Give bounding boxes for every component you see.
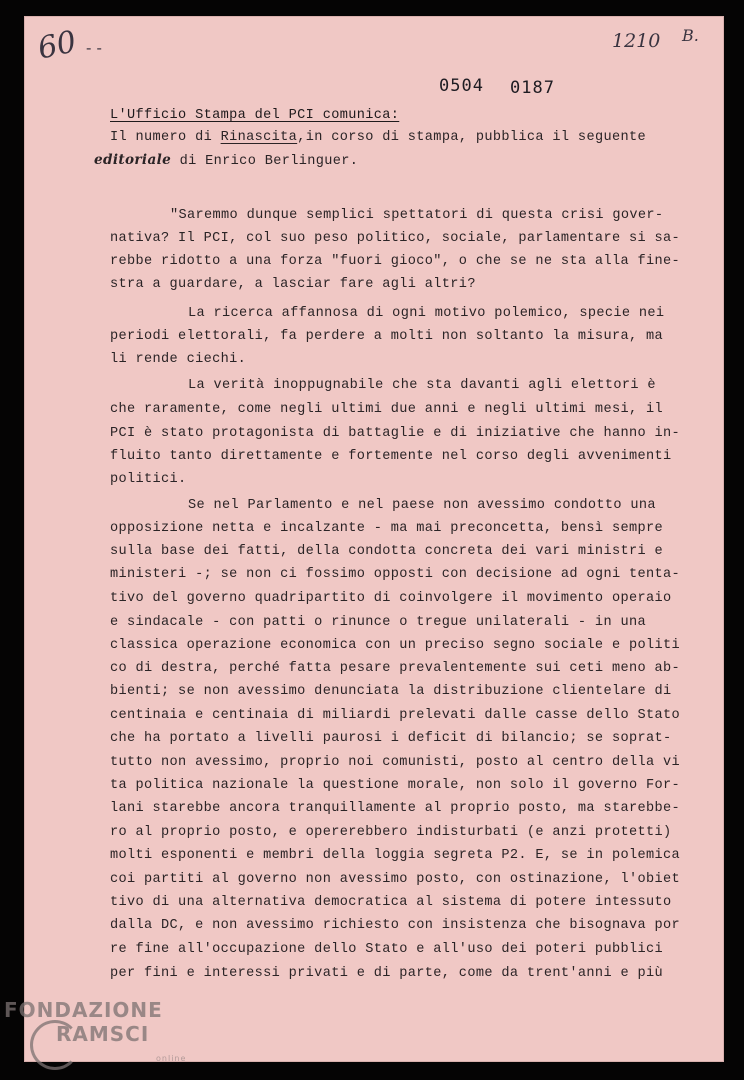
intro-line-1: Il numero di Rinascita,in corso di stampa, pubblica il seguente <box>110 130 646 145</box>
text-line: sulla base dei fatti, della condotta concreta dei vari ministri e <box>110 544 663 559</box>
text-line: "Saremmo dunque semplici spettatori di questa crisi gover- <box>170 208 664 223</box>
handwritten-correction: editoriale <box>94 152 172 168</box>
text-line: classica operazione economica con un preciso segno sociale e politi <box>110 638 681 653</box>
text-line: e sindacale - con patti o rinunce o tregue unilaterali - in una <box>110 615 646 630</box>
text-line: ro al proprio posto, e opererebbero indisturbati (e anzi protetti) <box>110 825 672 840</box>
text-line: Se nel Parlamento e nel paese non avessimo condotto una <box>188 498 656 513</box>
text-line: ta politica nazionale la questione morale, non solo il governo For- <box>110 778 681 793</box>
watermark-sub: online <box>156 1054 187 1063</box>
text-line: opposizione netta e incalzante - ma mai preconcetta, bensì sempre <box>110 521 663 536</box>
text-line: politici. <box>110 472 187 487</box>
text-line: re fine all'occupazione dello Stato e all'uso dei poteri pubblici <box>110 942 663 957</box>
text-line: tivo di una alternativa democratica al sistema di potere intessuto <box>110 895 672 910</box>
text-line: dalla DC, e non avessimo richiesto con insistenza che bisognava por <box>110 918 681 933</box>
text-line: li rende ciechi. <box>110 352 247 367</box>
text-line: centinaia e centinaia di miliardi prelevati dalle casse dello Stato <box>110 708 681 723</box>
text-line: fluito tanto direttamente e fortemente nel corso degli avvenimenti <box>110 449 672 464</box>
text-line: stra a guardare, a lasciar fare agli altri? <box>110 277 476 292</box>
text-line: bienti; se non avessimo denunciata la distribuzione clientelare di <box>110 684 672 699</box>
archive-mark-right: 1210 <box>612 30 661 52</box>
archive-dashes: - - <box>86 38 102 57</box>
text-line: coi partiti al governo non avessimo posto, con ostinazione, l'obiet <box>110 872 681 887</box>
text-line: che raramente, come negli ultimi due anni e negli ultimi mesi, il <box>110 402 663 417</box>
press-office-header: L'Ufficio Stampa del PCI comunica: <box>110 108 400 123</box>
document-page <box>24 16 724 1062</box>
intro-line-2: editoriale di Enrico Berlinguer. <box>94 152 359 169</box>
watermark-line-2: RAMSCI <box>56 1022 150 1046</box>
text-line: tivo del governo quadripartito di coinvolgere il movimento operaio <box>110 591 672 606</box>
text-line: che ha portato a livelli paurosi i deficit di bilancio; se soprat- <box>110 731 672 746</box>
text-line: La verità inoppugnabile che sta davanti agli elettori è <box>188 378 656 393</box>
text-line: nativa? Il PCI, col suo peso politico, sociale, parlamentare si sa- <box>110 231 681 246</box>
text-line: ministeri -; se non ci fossimo opposti con decisione ad ogni tenta- <box>110 567 681 582</box>
document-number-1: 0504 <box>439 76 484 96</box>
text-line: tutto non avessimo, proprio noi comunisti, posto al centro della vi <box>110 755 681 770</box>
text-line: per fini e interessi privati e di parte, come da trent'anni e più <box>110 966 663 981</box>
text-line: PCI è stato protagonista di battaglie e di iniziative che hanno in- <box>110 426 681 441</box>
text-line: lani starebbe ancora tranquillamente al proprio posto, ma starebbe- <box>110 801 681 816</box>
archive-mark-left: 60 <box>34 24 80 67</box>
document-number-2: 0187 <box>510 78 555 98</box>
text-line: La ricerca affannosa di ogni motivo polemico, specie nei <box>188 306 665 321</box>
archive-letter: B. <box>682 26 699 45</box>
text-line: periodi elettorali, fa perdere a molti non soltanto la misura, ma <box>110 329 663 344</box>
text-line: rebbe ridotto a una forza "fuori gioco", o che se ne sta alla fine- <box>110 254 681 269</box>
watermark-line-1: FONDAZIONE <box>4 998 163 1022</box>
text-line: co di destra, perché fatta pesare prevalentemente sui ceti meno ab- <box>110 661 681 676</box>
rinascita-title: Rinascita <box>220 130 298 145</box>
text-line: molti esponenti e membri della loggia segreta P2. E, se in polemica <box>110 848 681 863</box>
